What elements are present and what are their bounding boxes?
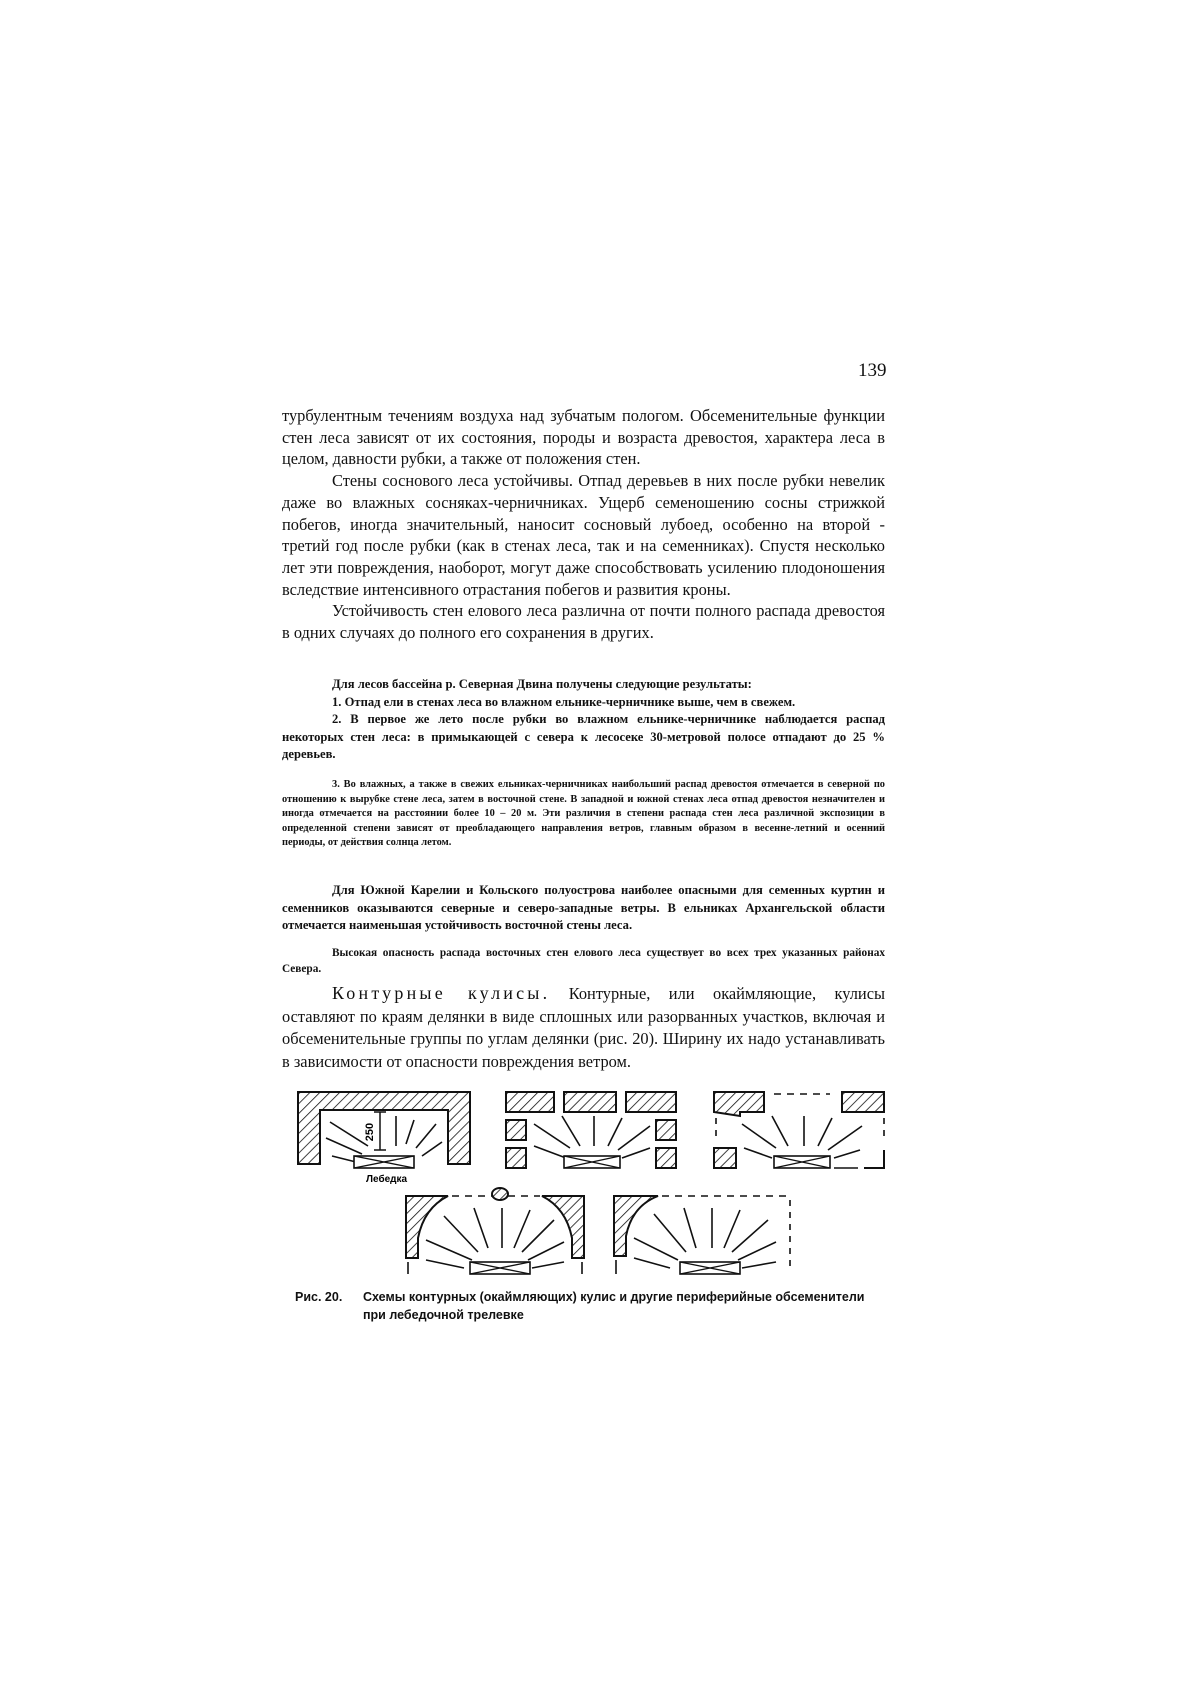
figure-20-diagram-2	[504, 1086, 684, 1176]
paragraph-4	[282, 982, 885, 1073]
winch-label: Лебедка	[366, 1174, 408, 1185]
text-block-main	[282, 405, 885, 644]
text-block-main-2	[282, 982, 885, 1073]
section-heading: Контурные кулисы.	[332, 983, 551, 1003]
text-block-small-2	[282, 882, 885, 935]
paragraph-4-body: Контурные, или окаймляющие, кулисы оставляют по краям делянки в виде сплошных или разорванных участков, включая и обсеменительные группы по углам делянки (рис. 20). Ширину их надо устанавливать в зависимости от опасности повреждения ветром.	[282, 984, 885, 1071]
tiny-paragraph-4: 3. Во влажных, а также в свежих ельниках-черничниках наибольший распад древостоя отмечается в северной по отношению к вырубке стене леса, затем в восточной стене. В западной и южной стенах леса отпад древостоя незначителен и иногда отмечается на расстоянии более 10 – 20 м. Эти различия в степени распада стен леса различной экспозиции в определенной степени зависят от преобладающего направления ветров, главным образом в весенне-летний и осенний периоды, от действия солнца летом.	[282, 779, 885, 849]
paragraph-2: Стены соснового леса устойчивы. Отпад деревьев в них после рубки невелик даже во влажных сосняках-черничниках. Ущерб семеношению сосны стрижкой побегов, иногда значительный, наносит сосновый лубоед, особенно на второй - третий год после рубки (как в стенах леса, так и на семенниках). Спустя несколько лет эти повреждения, наоборот, могут даже способствовать усилению плодоношения вследствие интенсивного отрастания побегов и развития кроны.	[282, 471, 885, 599]
small-paragraph-1: Для лесов бассейна р. Северная Двина получены следующие результаты:	[332, 677, 752, 691]
text-block-small	[282, 676, 885, 764]
figure-20-diagram-3	[712, 1086, 892, 1176]
small-paragraph-3: 2. В первое же лето после рубки во влажном ельнике-черничнике наблюдается распад некоторых стен леса: в примыкающей с севера к лесосеке 30-метровой полосе отпадают до 25 % деревьев.	[282, 712, 885, 761]
small-paragraph-6: Высокая опасность распада восточных стен елового леса существует во всех трех указанных районах Севера.	[282, 947, 885, 975]
page-number: 139	[858, 360, 887, 381]
paragraph-1: турбулентным течениям воздуха над зубчатым пологом. Обсеменительные функции стен леса зависят от их состояния, породы и возраста древостоя, характера леса в целом, давности рубки, а также от положения стен.	[282, 406, 885, 469]
small-paragraph-5: Для Южной Карелии и Кольского полуострова наиболее опасными для семенных куртин и семенников оказываются северные и северо-западные ветры. В ельниках Архангельской области отмечается наименьшая устойчивость восточной стены леса.	[282, 883, 885, 932]
paragraph-3: Устойчивость стен елового леса различна от почти полного распада древостоя в одних случаях до полного его сохранения в других.	[282, 601, 885, 643]
figure-20-diagram-4	[404, 1186, 589, 1278]
figure-caption-label: Рис. 20.	[295, 1290, 343, 1304]
figure-20-diagram-1	[296, 1086, 476, 1186]
small-paragraph-2: 1. Отпад ели в стенах леса во влажном ельнике-черничнике выше, чем в свежем.	[332, 694, 796, 709]
figure-caption	[295, 1288, 885, 1324]
text-block-tiny	[282, 778, 885, 851]
text-block-small-3	[282, 945, 885, 977]
dimension-label: 250	[364, 1122, 376, 1142]
figure-caption-text: Схемы контурных (окаймляющих) кулис и другие периферийные обсеменители при лебедочной трелевке	[363, 1290, 865, 1322]
figure-20-diagram-5	[612, 1186, 797, 1278]
